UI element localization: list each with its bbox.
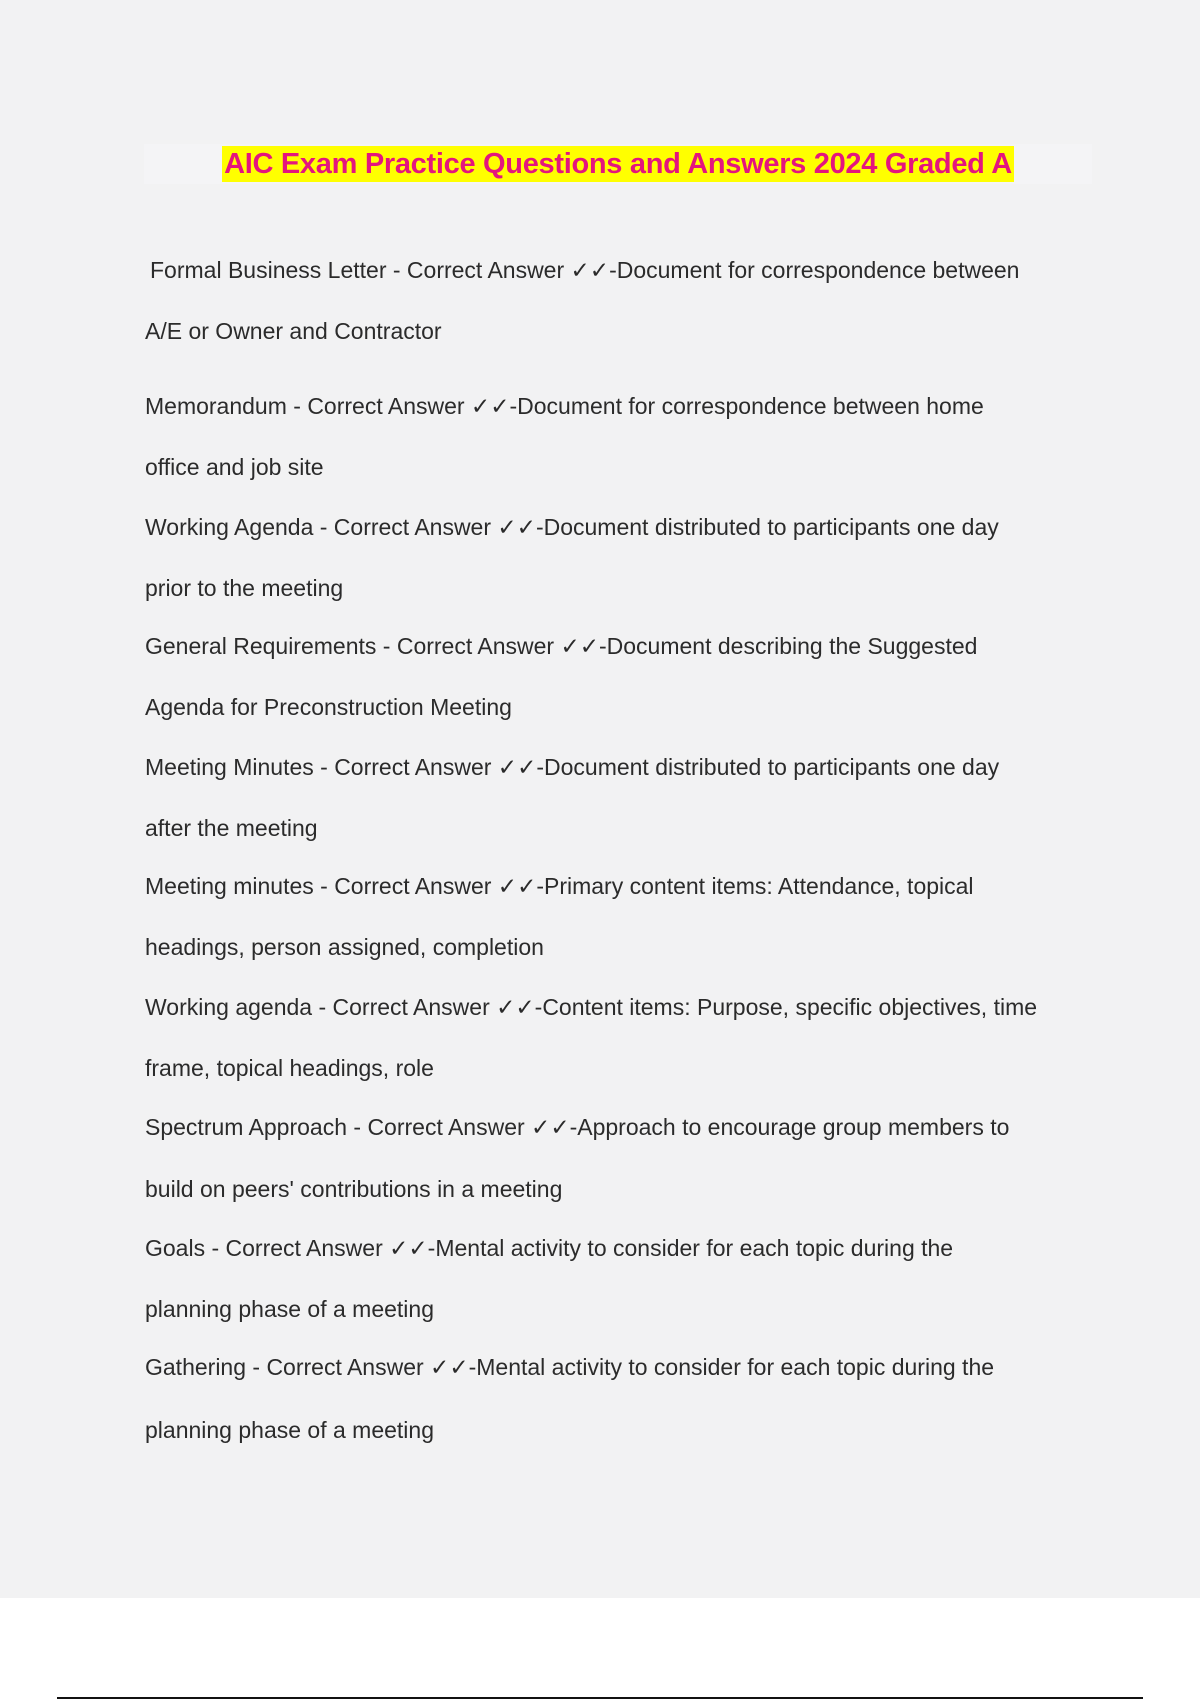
qa-entry-1-continuation: A/E or Owner and Contractor <box>145 318 442 344</box>
qa-entry-8-term: Spectrum Approach - Correct Answer ✓✓-Approach to encourage group members to <box>145 1114 1010 1140</box>
qa-entry-5-continuation: after the meeting <box>145 815 318 841</box>
qa-entry-10-continuation: planning phase of a meeting <box>145 1417 434 1443</box>
qa-entry-2-continuation: office and job site <box>145 454 324 480</box>
document-title: AIC Exam Practice Questions and Answers 2024 Graded A <box>224 148 1012 180</box>
qa-entry-5-term: Meeting Minutes - Correct Answer ✓✓-Document distributed to participants one day <box>145 754 1000 780</box>
qa-entry-3-term: Working Agenda - Correct Answer ✓✓-Document distributed to participants one day <box>145 514 999 540</box>
title-band <box>144 144 1092 184</box>
qa-entry-7-continuation: frame, topical headings, role <box>145 1055 434 1081</box>
qa-entry-9-term: Goals - Correct Answer ✓✓-Mental activity to consider for each topic during the <box>145 1235 954 1261</box>
qa-entry-4-continuation: Agenda for Preconstruction Meeting <box>145 694 512 720</box>
qa-entry-9-continuation: planning phase of a meeting <box>145 1296 434 1322</box>
qa-entry-8-continuation: build on peers' contributions in a meeting <box>145 1176 563 1202</box>
qa-entry-7-term: Working agenda - Correct Answer ✓✓-Content items: Purpose, specific objectives, time <box>145 994 1038 1020</box>
qa-entry-6-continuation: headings, person assigned, completion <box>145 934 544 960</box>
qa-entry-6-term: Meeting minutes - Correct Answer ✓✓-Primary content items: Attendance, topical <box>145 873 974 899</box>
footer-divider <box>57 1697 1143 1699</box>
qa-entry-2-term: Memorandum - Correct Answer ✓✓-Document for correspondence between home <box>145 393 984 419</box>
qa-entry-10-term: Gathering - Correct Answer ✓✓-Mental activity to consider for each topic during the <box>145 1354 995 1380</box>
qa-entry-3-continuation: prior to the meeting <box>145 575 344 601</box>
qa-entry-1-term: Formal Business Letter - Correct Answer ✓✓-Document for correspondence between <box>150 257 1020 283</box>
qa-entry-4-term: General Requirements - Correct Answer ✓✓-Document describing the Suggested <box>145 633 978 659</box>
